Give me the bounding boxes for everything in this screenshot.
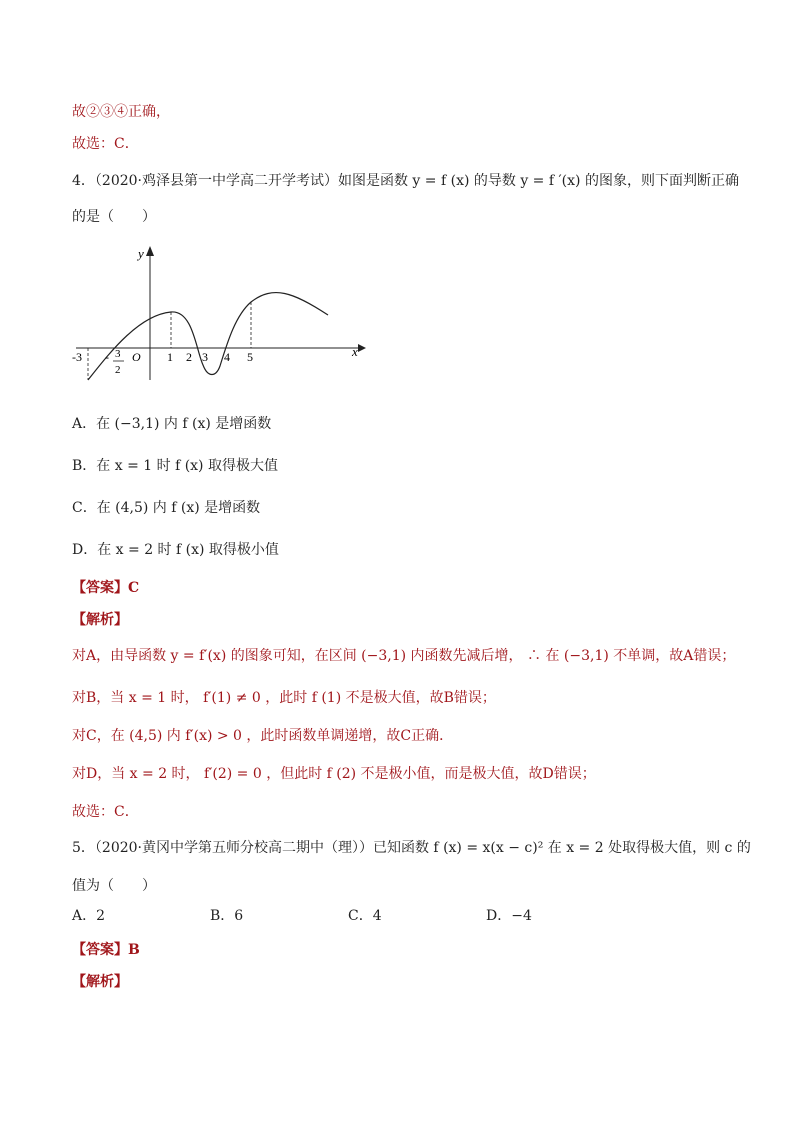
derivative-curve bbox=[88, 293, 328, 380]
q4-option-a: A．在 (−3,1) 内 f (x) 是增函数 bbox=[72, 416, 272, 432]
previous-choice: 故选：C． bbox=[72, 136, 139, 152]
tick-minus-sign: - bbox=[105, 350, 109, 364]
x-axis-label: x bbox=[352, 344, 358, 359]
previous-conclusion: 故②③④正确， bbox=[72, 104, 170, 120]
y-axis-label: y bbox=[138, 246, 144, 261]
q4-analysis-d: 对D，当 x = 2 时， f′(2) = 0 ，但此时 f (2) 不是极小值，而是极大值，故D错误； bbox=[72, 766, 596, 782]
tick-4: 4 bbox=[224, 350, 230, 364]
q5-stem-line1: 5．（2020·黄冈中学第五师分校高二期中（理））已知函数 f (x) = x(x − c)² 在 x = 2 处取得极大值，则 c 的 bbox=[72, 840, 751, 856]
q5-option-c: C．4 bbox=[348, 908, 382, 924]
tick-frac-den: 2 bbox=[115, 364, 121, 376]
q5-option-b: B．6 bbox=[210, 908, 244, 924]
q4-answer: 【答案】C bbox=[72, 580, 140, 596]
q4-stem-line2: 的是（ ） bbox=[72, 209, 156, 225]
tick-2: 2 bbox=[186, 350, 192, 364]
q4-analysis-c: 对C，在 (4,5) 内 f′(x) > 0 ，此时函数单调递增，故C正确． bbox=[72, 728, 454, 744]
q5-option-a: A．2 bbox=[72, 908, 106, 924]
q4-analysis-b: 对B，当 x = 1 时， f′(1) ≠ 0 ，此时 f (1) 不是极大值，故B错误； bbox=[72, 690, 496, 706]
q5-analysis-title: 【解析】 bbox=[72, 974, 128, 990]
q5-answer: 【答案】B bbox=[72, 942, 140, 958]
y-axis-arrow-icon bbox=[146, 246, 154, 256]
q5-stem-line2: 值为（ ） bbox=[72, 878, 156, 894]
q4-option-d: D．在 x = 2 时 f (x) 取得极小值 bbox=[72, 542, 279, 558]
q4-option-b: B．在 x = 1 时 f (x) 取得极大值 bbox=[72, 458, 278, 474]
tick-1: 1 bbox=[167, 350, 173, 364]
x-axis-arrow-icon bbox=[358, 344, 366, 352]
tick-minus3: -3 bbox=[72, 350, 82, 364]
q4-analysis-title: 【解析】 bbox=[72, 612, 128, 628]
q5-option-d: D．−4 bbox=[486, 908, 532, 924]
q4-stem-line1: 4．（2020·鸡泽县第一中学高二开学考试）如图是函数 y = f (x) 的导数 y = f ′(x) 的图象，则下面判断正确 bbox=[72, 173, 739, 189]
q4-analysis-choice: 故选：C． bbox=[72, 804, 139, 820]
q4-option-c: C．在 (4,5) 内 f (x) 是增函数 bbox=[72, 500, 261, 516]
origin-label: O bbox=[132, 350, 141, 364]
tick-5: 5 bbox=[247, 350, 253, 364]
tick-3: 3 bbox=[202, 350, 208, 364]
q4-analysis-a: 对A，由导函数 y = f′(x) 的图象可知，在区间 (−3,1) 内函数先减后增， ∴ 在 (−3,1) 不单调，故A错误； bbox=[72, 648, 736, 664]
derivative-graph bbox=[68, 240, 368, 385]
tick-frac-num: 3 bbox=[115, 348, 121, 360]
